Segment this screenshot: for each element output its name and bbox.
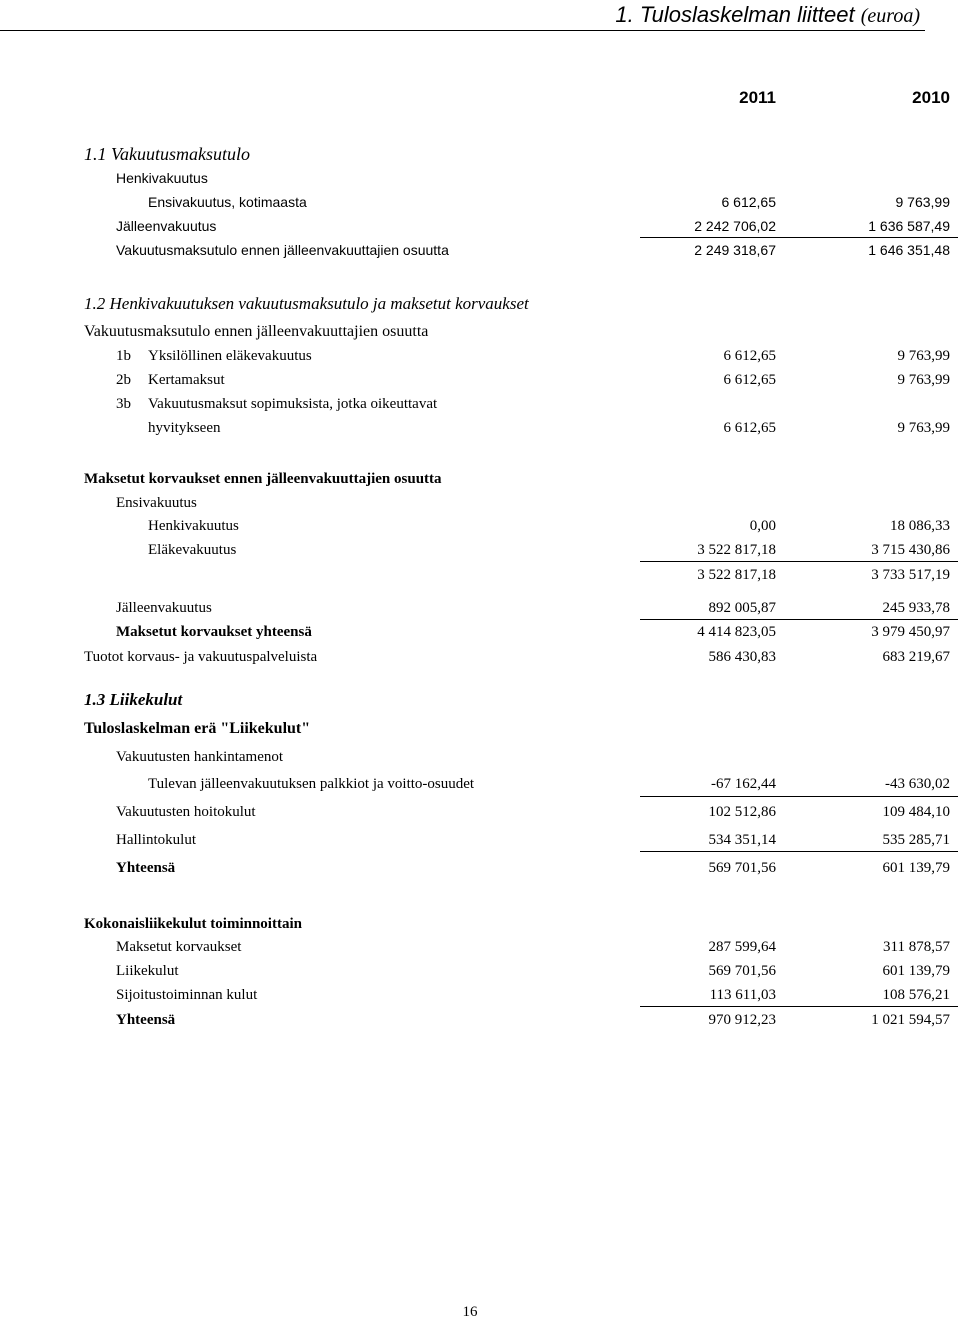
underline (640, 561, 958, 562)
table-row (0, 597, 960, 619)
underline (640, 851, 958, 852)
title-rule (0, 30, 925, 31)
value-2010: 3 715 430,86 (871, 542, 950, 558)
subheading: Kokonaisliikekulut toiminnoittain (84, 916, 302, 932)
value-2010: 3 979 450,97 (871, 624, 950, 640)
section-heading: 1.2 Henkivakuutuksen vakuutusmaksutulo ja maksetut korvaukset (84, 294, 529, 313)
value-2011: 287 599,64 (708, 939, 776, 955)
page-number: 16 (462, 1304, 478, 1320)
value-2011: 102 512,86 (708, 804, 776, 820)
value-2010: 1 646 351,48 (868, 242, 950, 258)
underline (640, 237, 958, 238)
row-label: Ensivakuutus (116, 495, 197, 511)
row-label: Hallintokulut (116, 832, 196, 848)
total-row (0, 1009, 960, 1031)
subheading: Tuloslaskelman erä "Liikekulut" (84, 720, 311, 737)
value-2011: 6 612,65 (723, 420, 776, 436)
table-row (0, 646, 960, 668)
table-row (0, 539, 960, 561)
value-2011: 569 701,56 (708, 860, 776, 876)
year-2010: 2010 (912, 88, 950, 107)
underline (640, 619, 958, 620)
value-2010: 601 139,79 (882, 860, 950, 876)
underline (640, 1006, 958, 1007)
underline (640, 796, 958, 797)
row-label: Jälleenvakuutus (116, 218, 217, 234)
section-heading: 1.1 Vakuutusmaksutulo (84, 144, 250, 164)
value-2010: 108 576,21 (882, 987, 950, 1003)
row-label: Jälleenvakuutus (116, 600, 212, 616)
table-row (0, 369, 960, 391)
row-label: Ensivakuutus, kotimaasta (148, 194, 307, 210)
value-2010: 245 933,78 (882, 600, 950, 616)
henkivakuutus-label-row (0, 167, 960, 189)
value-2011: 6 612,65 (723, 372, 776, 388)
table-row (0, 515, 960, 537)
table-row (0, 417, 960, 439)
value-2011: 970 912,23 (708, 1012, 776, 1028)
section-1-2-heading-row (0, 293, 960, 315)
value-2011: 113 611,03 (709, 987, 776, 1003)
subheading-row (0, 321, 960, 343)
value-2011: 3 522 817,18 (697, 542, 776, 558)
row-label: Kertamaksut (148, 372, 225, 388)
row-label: Vakuutusmaksut sopimuksista, jotka oikeuttavat (148, 396, 438, 412)
table-row (0, 936, 960, 958)
row-label: Yhteensä (116, 1012, 176, 1028)
page-title (0, 0, 920, 30)
value-2010: -43 630,02 (885, 776, 950, 792)
row-label: Henkivakuutus (148, 518, 239, 534)
section-heading: 1.3 Liikekulut (84, 690, 183, 709)
value-2010: 1 636 587,49 (868, 218, 950, 234)
row-code: 1b (116, 348, 131, 364)
value-2011: -67 162,44 (711, 776, 776, 792)
value-2010: 18 086,33 (890, 518, 950, 534)
value-2011: 2 249 318,67 (694, 242, 776, 258)
row-label: Sijoitustoiminnan kulut (116, 987, 258, 1003)
value-2010: 3 733 517,19 (871, 567, 950, 583)
table-row (0, 829, 960, 851)
row-label: Yhteensä (116, 860, 176, 876)
value-2011: 586 430,83 (708, 649, 776, 665)
total-row (0, 621, 960, 643)
year-header (0, 88, 960, 110)
row-label: Eläkevakuutus (148, 542, 237, 558)
paid-heading-row (0, 468, 960, 490)
subheading-row (0, 718, 960, 740)
row-label: Liikekulut (116, 963, 179, 979)
ensivakuutus-row (0, 492, 960, 514)
table-row (0, 345, 960, 367)
value-2010: 9 763,99 (897, 372, 950, 388)
value-2011: 892 005,87 (708, 600, 776, 616)
row-label: Maksetut korvaukset (116, 939, 242, 955)
value-2011: 3 522 817,18 (697, 567, 776, 583)
value-2010: 535 285,71 (882, 832, 950, 848)
value-2011: 6 612,65 (723, 348, 776, 364)
value-2010: 311 878,57 (883, 939, 950, 955)
row-label: hyvitykseen (148, 420, 221, 436)
table-row (0, 773, 960, 795)
value-2010: 109 484,10 (882, 804, 950, 820)
table-row (0, 801, 960, 823)
row-code: 2b (116, 372, 131, 388)
title-unit: (euroa) (860, 5, 920, 27)
value-2010: 1 021 594,57 (871, 1012, 950, 1028)
value-2010: 9 763,99 (895, 194, 950, 210)
subtotal-row (0, 564, 960, 586)
value-2011: 6 612,65 (721, 194, 776, 210)
table-row (0, 191, 960, 213)
value-2010: 9 763,99 (897, 420, 950, 436)
subheading: Maksetut korvaukset ennen jälleenvakuuttajien osuutta (84, 471, 442, 487)
value-2011: 0,00 (749, 518, 776, 534)
row-label: Tuotot korvaus- ja vakuutuspalveluista (84, 649, 318, 665)
section-1-3-heading-row (0, 689, 960, 711)
year-2011: 2011 (739, 88, 776, 107)
row-label: Maksetut korvaukset yhteensä (116, 624, 312, 640)
value-2011: 4 414 823,05 (697, 624, 776, 640)
kokonais-heading-row (0, 913, 960, 935)
row-code: 3b (116, 396, 131, 412)
total-row (0, 857, 960, 879)
value-2010: 601 139,79 (882, 963, 950, 979)
row-label: Vakuutusten hankintamenot (116, 749, 284, 765)
table-row (0, 239, 960, 261)
table-row (0, 393, 960, 415)
row-label: Vakuutusten hoitokulut (116, 804, 256, 820)
table-row (0, 984, 960, 1006)
row-label: Henkivakuutus (116, 170, 208, 186)
row-label: Tulevan jälleenvakuutuksen palkkiot ja voitto-osuudet (148, 776, 475, 792)
hankinta-row (0, 746, 960, 768)
value-2010: 9 763,99 (897, 348, 950, 364)
subheading: Vakuutusmaksutulo ennen jälleenvakuuttajien osuutta (84, 323, 429, 340)
value-2011: 2 242 706,02 (694, 218, 776, 234)
row-label: Yksilöllinen eläkevakuutus (148, 348, 312, 364)
value-2011: 569 701,56 (708, 963, 776, 979)
title-main: 1. Tuloslaskelman liitteet (615, 2, 855, 27)
section-1-1-heading (0, 143, 960, 165)
value-2010: 683 219,67 (882, 649, 950, 665)
row-label: Vakuutusmaksutulo ennen jälleenvakuuttajien osuutta (116, 242, 449, 258)
value-2011: 534 351,14 (708, 832, 776, 848)
table-row (0, 215, 960, 237)
table-row (0, 960, 960, 982)
